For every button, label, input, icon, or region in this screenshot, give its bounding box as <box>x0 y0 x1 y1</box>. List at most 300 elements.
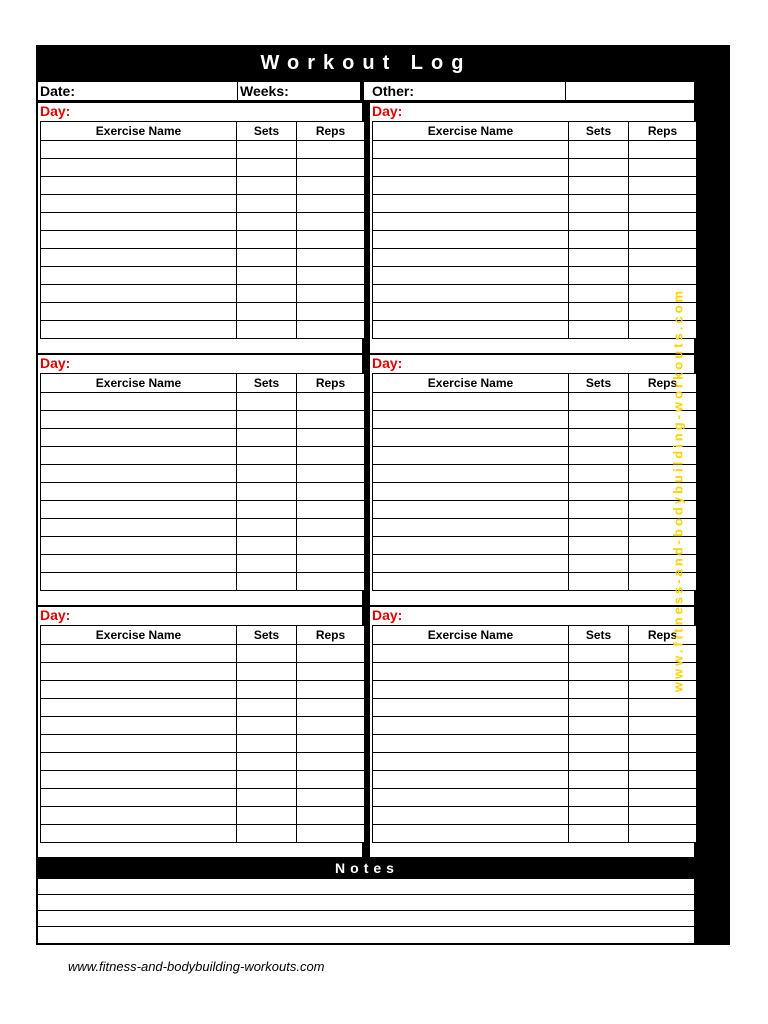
table-row <box>41 681 365 699</box>
sets-cell[interactable] <box>569 681 629 699</box>
table-header-row <box>373 374 697 393</box>
sets-cell[interactable] <box>569 411 629 429</box>
exercise-cell[interactable] <box>41 753 237 771</box>
other-value-field[interactable] <box>566 82 694 100</box>
exercise-cell[interactable] <box>373 177 569 195</box>
table-row <box>41 537 365 555</box>
footer-website-url[interactable]: www.fitness-and-bodybuilding-workouts.com <box>68 959 325 974</box>
sets-cell[interactable] <box>237 285 297 303</box>
sets-cell[interactable] <box>569 771 629 789</box>
exercise-cell[interactable] <box>41 303 237 321</box>
sets-cell[interactable] <box>569 807 629 825</box>
sets-cell[interactable] <box>237 825 297 843</box>
exercise-cell[interactable] <box>373 735 569 753</box>
exercise-cell[interactable] <box>373 753 569 771</box>
table-row <box>41 285 365 303</box>
reps-cell[interactable] <box>297 537 365 555</box>
exercise-cell[interactable] <box>41 249 237 267</box>
exercise-cell[interactable] <box>373 681 569 699</box>
day-label: Day: <box>40 607 71 623</box>
table-row <box>41 159 365 177</box>
day-block <box>38 355 362 605</box>
table-row <box>41 231 365 249</box>
exercise-cell[interactable] <box>373 411 569 429</box>
day-label: Day: <box>372 103 403 119</box>
table-row <box>373 825 697 843</box>
exercise-cell[interactable] <box>41 195 237 213</box>
reps-cell[interactable] <box>629 645 697 663</box>
sets-cell[interactable] <box>569 447 629 465</box>
reps-cell[interactable] <box>297 411 365 429</box>
sets-header: Sets <box>237 122 297 141</box>
table-row <box>373 303 697 321</box>
sets-cell[interactable] <box>569 789 629 807</box>
date-field[interactable] <box>38 82 238 100</box>
exercise-cell[interactable] <box>373 249 569 267</box>
day-label: Day: <box>40 355 71 371</box>
sets-cell[interactable] <box>237 645 297 663</box>
exercise-cell[interactable] <box>373 501 569 519</box>
reps-cell[interactable] <box>629 249 697 267</box>
exercise-cell[interactable] <box>41 447 237 465</box>
sets-cell[interactable] <box>237 177 297 195</box>
table-header-row <box>373 122 697 141</box>
reps-cell[interactable] <box>297 249 365 267</box>
table-row <box>373 249 697 267</box>
reps-cell[interactable] <box>629 447 697 465</box>
header-row <box>38 82 694 100</box>
reps-cell[interactable] <box>629 483 697 501</box>
sets-cell[interactable] <box>237 231 297 249</box>
exercise-table <box>40 373 365 591</box>
reps-cell[interactable] <box>629 573 697 591</box>
sets-cell[interactable] <box>569 159 629 177</box>
sets-cell[interactable] <box>569 141 629 159</box>
exercise-cell[interactable] <box>41 429 237 447</box>
table-row <box>373 573 697 591</box>
table-row <box>373 321 697 339</box>
reps-cell[interactable] <box>297 753 365 771</box>
table-row <box>373 537 697 555</box>
table-row <box>41 249 365 267</box>
reps-cell[interactable] <box>297 429 365 447</box>
reps-cell[interactable] <box>297 177 365 195</box>
reps-cell[interactable] <box>629 465 697 483</box>
sets-cell[interactable] <box>237 717 297 735</box>
sets-cell[interactable] <box>569 321 629 339</box>
exercise-cell[interactable] <box>41 717 237 735</box>
table-row <box>41 321 365 339</box>
table-row <box>373 501 697 519</box>
reps-cell[interactable] <box>629 753 697 771</box>
reps-cell[interactable] <box>297 141 365 159</box>
table-row <box>373 429 697 447</box>
sets-header: Sets <box>237 374 297 393</box>
table-row <box>41 411 365 429</box>
sets-cell[interactable] <box>569 303 629 321</box>
exercise-table <box>372 625 697 843</box>
sets-cell[interactable] <box>237 699 297 717</box>
table-row <box>373 195 697 213</box>
table-header-row <box>41 626 365 645</box>
sets-cell[interactable] <box>237 429 297 447</box>
reps-cell[interactable] <box>629 663 697 681</box>
reps-cell[interactable] <box>629 519 697 537</box>
table-row <box>41 447 365 465</box>
reps-cell[interactable] <box>297 213 365 231</box>
notes-area[interactable] <box>38 879 694 944</box>
exercise-cell[interactable] <box>373 195 569 213</box>
side-website-url: www.fitness-and-bodybuilding-workouts.com <box>670 287 686 693</box>
exercise-cell[interactable] <box>373 429 569 447</box>
exercise-cell[interactable] <box>373 663 569 681</box>
reps-cell[interactable] <box>297 447 365 465</box>
table-row <box>41 645 365 663</box>
exercise-cell[interactable] <box>373 321 569 339</box>
table-row <box>41 141 365 159</box>
sets-cell[interactable] <box>237 663 297 681</box>
day-block <box>38 103 362 353</box>
table-row <box>373 681 697 699</box>
reps-cell[interactable] <box>297 231 365 249</box>
reps-header: Reps <box>629 122 697 141</box>
sets-cell[interactable] <box>237 411 297 429</box>
sets-cell[interactable] <box>237 141 297 159</box>
sets-cell[interactable] <box>569 573 629 591</box>
exercise-cell[interactable] <box>41 537 237 555</box>
reps-cell[interactable] <box>629 717 697 735</box>
sets-cell[interactable] <box>237 447 297 465</box>
table-row <box>41 753 365 771</box>
exercise-cell[interactable] <box>373 393 569 411</box>
table-row <box>41 825 365 843</box>
table-row <box>373 717 697 735</box>
weeks-label: Weeks: <box>240 83 289 99</box>
exercise-cell[interactable] <box>41 411 237 429</box>
reps-cell[interactable] <box>629 321 697 339</box>
exercise-cell[interactable] <box>373 519 569 537</box>
exercise-cell[interactable] <box>373 447 569 465</box>
exercise-cell[interactable] <box>41 159 237 177</box>
table-row <box>41 555 365 573</box>
reps-cell[interactable] <box>297 159 365 177</box>
exercise-cell[interactable] <box>41 555 237 573</box>
workout-log-sheet <box>36 45 730 945</box>
reps-cell[interactable] <box>297 465 365 483</box>
sets-cell[interactable] <box>569 717 629 735</box>
table-row <box>41 267 365 285</box>
sets-cell[interactable] <box>569 753 629 771</box>
table-row <box>41 699 365 717</box>
exercise-cell[interactable] <box>41 141 237 159</box>
reps-cell[interactable] <box>629 429 697 447</box>
reps-header: Reps <box>629 626 697 645</box>
sets-cell[interactable] <box>569 825 629 843</box>
exercise-name-header: Exercise Name <box>41 626 237 645</box>
exercise-cell[interactable] <box>41 519 237 537</box>
exercise-cell[interactable] <box>373 807 569 825</box>
reps-cell[interactable] <box>629 537 697 555</box>
exercise-cell[interactable] <box>373 159 569 177</box>
exercise-cell[interactable] <box>41 663 237 681</box>
table-row <box>373 771 697 789</box>
reps-cell[interactable] <box>297 699 365 717</box>
reps-cell[interactable] <box>629 285 697 303</box>
day-block <box>370 103 694 353</box>
exercise-table <box>40 625 365 843</box>
table-row <box>41 465 365 483</box>
sets-header: Sets <box>569 626 629 645</box>
reps-header: Reps <box>629 374 697 393</box>
sets-cell[interactable] <box>237 213 297 231</box>
table-row <box>41 771 365 789</box>
exercise-cell[interactable] <box>41 393 237 411</box>
exercise-cell[interactable] <box>41 267 237 285</box>
exercise-cell[interactable] <box>41 573 237 591</box>
table-row <box>41 195 365 213</box>
reps-cell[interactable] <box>629 231 697 249</box>
table-row <box>373 699 697 717</box>
exercise-cell[interactable] <box>373 825 569 843</box>
exercise-cell[interactable] <box>373 303 569 321</box>
reps-cell[interactable] <box>629 195 697 213</box>
table-row <box>373 807 697 825</box>
sets-cell[interactable] <box>237 195 297 213</box>
sets-cell[interactable] <box>237 681 297 699</box>
sets-cell[interactable] <box>237 735 297 753</box>
table-row <box>373 663 697 681</box>
exercise-cell[interactable] <box>373 213 569 231</box>
reps-cell[interactable] <box>297 501 365 519</box>
reps-cell[interactable] <box>629 303 697 321</box>
sets-cell[interactable] <box>569 519 629 537</box>
exercise-cell[interactable] <box>41 789 237 807</box>
sets-cell[interactable] <box>237 771 297 789</box>
reps-cell[interactable] <box>297 681 365 699</box>
exercise-cell[interactable] <box>41 231 237 249</box>
sets-cell[interactable] <box>569 663 629 681</box>
sets-cell[interactable] <box>237 753 297 771</box>
sets-cell[interactable] <box>569 213 629 231</box>
sets-cell[interactable] <box>237 321 297 339</box>
table-row <box>373 555 697 573</box>
table-row <box>41 393 365 411</box>
exercise-cell[interactable] <box>41 483 237 501</box>
reps-cell[interactable] <box>297 663 365 681</box>
reps-cell[interactable] <box>297 321 365 339</box>
exercise-cell[interactable] <box>41 681 237 699</box>
reps-cell[interactable] <box>297 771 365 789</box>
sets-cell[interactable] <box>237 573 297 591</box>
sets-cell[interactable] <box>237 303 297 321</box>
reps-cell[interactable] <box>629 177 697 195</box>
table-row <box>41 807 365 825</box>
exercise-cell[interactable] <box>373 789 569 807</box>
reps-cell[interactable] <box>297 717 365 735</box>
exercise-table <box>40 121 365 339</box>
notes-header: Notes <box>335 860 399 876</box>
table-row <box>41 177 365 195</box>
reps-cell[interactable] <box>297 267 365 285</box>
exercise-name-header: Exercise Name <box>41 374 237 393</box>
exercise-cell[interactable] <box>41 825 237 843</box>
reps-cell[interactable] <box>629 213 697 231</box>
sets-cell[interactable] <box>237 501 297 519</box>
reps-cell[interactable] <box>629 141 697 159</box>
sets-cell[interactable] <box>237 537 297 555</box>
table-row <box>41 663 365 681</box>
exercise-cell[interactable] <box>373 699 569 717</box>
reps-cell[interactable] <box>629 807 697 825</box>
exercise-cell[interactable] <box>41 645 237 663</box>
sets-cell[interactable] <box>569 465 629 483</box>
reps-cell[interactable] <box>629 267 697 285</box>
other-label: Other: <box>372 83 414 99</box>
table-row <box>41 213 365 231</box>
reps-cell[interactable] <box>297 807 365 825</box>
sets-cell[interactable] <box>569 483 629 501</box>
table-row <box>373 267 697 285</box>
sets-cell[interactable] <box>237 267 297 285</box>
reps-cell[interactable] <box>297 303 365 321</box>
reps-cell[interactable] <box>629 699 697 717</box>
sets-cell[interactable] <box>569 537 629 555</box>
note-line[interactable] <box>38 911 694 927</box>
exercise-cell[interactable] <box>373 465 569 483</box>
exercise-cell[interactable] <box>41 501 237 519</box>
day-label: Day: <box>372 355 403 371</box>
reps-cell[interactable] <box>297 825 365 843</box>
exercise-name-header: Exercise Name <box>373 626 569 645</box>
date-label: Date: <box>40 83 76 99</box>
sets-cell[interactable] <box>237 249 297 267</box>
sets-cell[interactable] <box>569 249 629 267</box>
reps-cell[interactable] <box>629 501 697 519</box>
exercise-cell[interactable] <box>373 573 569 591</box>
reps-cell[interactable] <box>629 771 697 789</box>
exercise-cell[interactable] <box>373 285 569 303</box>
reps-cell[interactable] <box>297 483 365 501</box>
sets-cell[interactable] <box>237 807 297 825</box>
sets-cell[interactable] <box>569 645 629 663</box>
exercise-cell[interactable] <box>41 735 237 753</box>
sets-cell[interactable] <box>569 735 629 753</box>
exercise-cell[interactable] <box>41 465 237 483</box>
exercise-cell[interactable] <box>373 483 569 501</box>
table-header-row <box>41 374 365 393</box>
day-label: Day: <box>40 103 71 119</box>
reps-cell[interactable] <box>629 411 697 429</box>
reps-cell[interactable] <box>297 393 365 411</box>
reps-cell[interactable] <box>629 159 697 177</box>
sets-cell[interactable] <box>569 555 629 573</box>
table-row <box>373 285 697 303</box>
sets-cell[interactable] <box>237 159 297 177</box>
table-row <box>373 393 697 411</box>
exercise-cell[interactable] <box>41 213 237 231</box>
exercise-cell[interactable] <box>373 645 569 663</box>
exercise-cell[interactable] <box>373 231 569 249</box>
reps-cell[interactable] <box>297 573 365 591</box>
reps-cell[interactable] <box>629 393 697 411</box>
sets-cell[interactable] <box>237 465 297 483</box>
day-block <box>370 607 694 857</box>
reps-cell[interactable] <box>297 555 365 573</box>
sets-cell[interactable] <box>569 285 629 303</box>
exercise-cell[interactable] <box>373 717 569 735</box>
exercise-cell[interactable] <box>373 537 569 555</box>
reps-cell[interactable] <box>629 555 697 573</box>
reps-cell[interactable] <box>629 789 697 807</box>
sets-cell[interactable] <box>237 789 297 807</box>
reps-cell[interactable] <box>297 195 365 213</box>
table-row <box>41 429 365 447</box>
exercise-cell[interactable] <box>41 321 237 339</box>
reps-cell[interactable] <box>297 285 365 303</box>
exercise-cell[interactable] <box>373 141 569 159</box>
other-field[interactable] <box>370 82 566 100</box>
table-row <box>373 789 697 807</box>
exercise-table <box>372 121 697 339</box>
table-row <box>373 231 697 249</box>
table-row <box>373 753 697 771</box>
reps-cell[interactable] <box>297 735 365 753</box>
sets-header: Sets <box>569 122 629 141</box>
exercise-cell[interactable] <box>41 177 237 195</box>
table-row <box>41 717 365 735</box>
sets-cell[interactable] <box>237 555 297 573</box>
table-row <box>373 447 697 465</box>
sets-cell[interactable] <box>237 393 297 411</box>
sets-cell[interactable] <box>569 231 629 249</box>
table-row <box>373 519 697 537</box>
sets-cell[interactable] <box>237 519 297 537</box>
exercise-cell[interactable] <box>373 555 569 573</box>
note-line[interactable] <box>38 895 694 911</box>
sets-cell[interactable] <box>237 483 297 501</box>
exercise-name-header: Exercise Name <box>373 122 569 141</box>
sets-cell[interactable] <box>569 699 629 717</box>
exercise-cell[interactable] <box>41 699 237 717</box>
exercise-cell[interactable] <box>41 807 237 825</box>
day-label: Day: <box>372 607 403 623</box>
sets-cell[interactable] <box>569 195 629 213</box>
weeks-field[interactable] <box>238 82 364 100</box>
table-header-row <box>41 122 365 141</box>
exercise-cell[interactable] <box>373 771 569 789</box>
table-row <box>41 303 365 321</box>
reps-cell[interactable] <box>297 519 365 537</box>
exercise-cell[interactable] <box>41 771 237 789</box>
reps-cell[interactable] <box>297 789 365 807</box>
day-block <box>370 355 694 605</box>
exercise-cell[interactable] <box>373 267 569 285</box>
sets-cell[interactable] <box>569 393 629 411</box>
reps-cell[interactable] <box>629 735 697 753</box>
exercise-cell[interactable] <box>41 285 237 303</box>
day-block <box>38 607 362 857</box>
sets-cell[interactable] <box>569 501 629 519</box>
sets-cell[interactable] <box>569 429 629 447</box>
reps-cell[interactable] <box>297 645 365 663</box>
sets-cell[interactable] <box>569 267 629 285</box>
sets-cell[interactable] <box>569 177 629 195</box>
note-line[interactable] <box>38 879 694 895</box>
sets-header: Sets <box>237 626 297 645</box>
reps-cell[interactable] <box>629 825 697 843</box>
table-row <box>373 483 697 501</box>
reps-cell[interactable] <box>629 681 697 699</box>
